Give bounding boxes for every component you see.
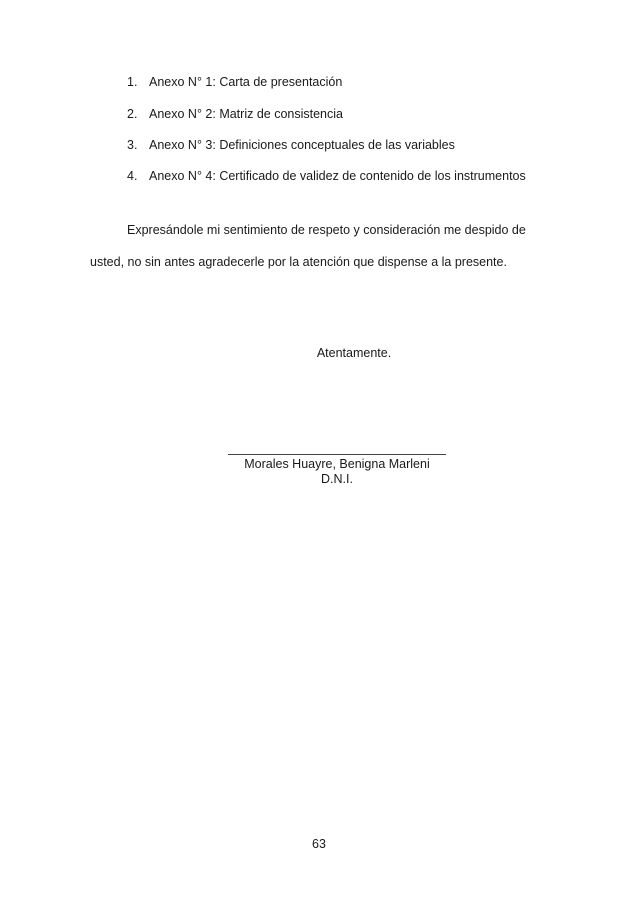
list-item-number: 2. [127, 107, 138, 121]
page-number: 63 [312, 837, 326, 851]
signatory-name: Morales Huayre, Benigna Marleni [244, 457, 430, 471]
list-item-number: 3. [127, 138, 138, 152]
closing-salutation: Atentamente. [316, 346, 392, 360]
paragraph-line-1: Expresándole mi sentimiento de respeto y consideración me despido de [127, 223, 526, 237]
list-item-text: Anexo N° 4: Certificado de validez de contenido de los instrumentos [149, 169, 526, 183]
list-item-number: 4. [127, 169, 138, 183]
list-item-text: Anexo N° 1: Carta de presentación [149, 75, 343, 89]
paragraph-line-2: usted, no sin antes agradecerle por la atención que dispense a la presente. [90, 255, 507, 269]
list-item-text: Anexo N° 2: Matriz de consistencia [149, 107, 343, 121]
signature-block [228, 443, 446, 487]
signatory-id-label: D.N.I. [321, 472, 353, 486]
signature-line [228, 443, 446, 455]
list-item-number: 1. [127, 75, 138, 89]
list-item-text: Anexo N° 3: Definiciones conceptuales de las variables [149, 138, 455, 152]
